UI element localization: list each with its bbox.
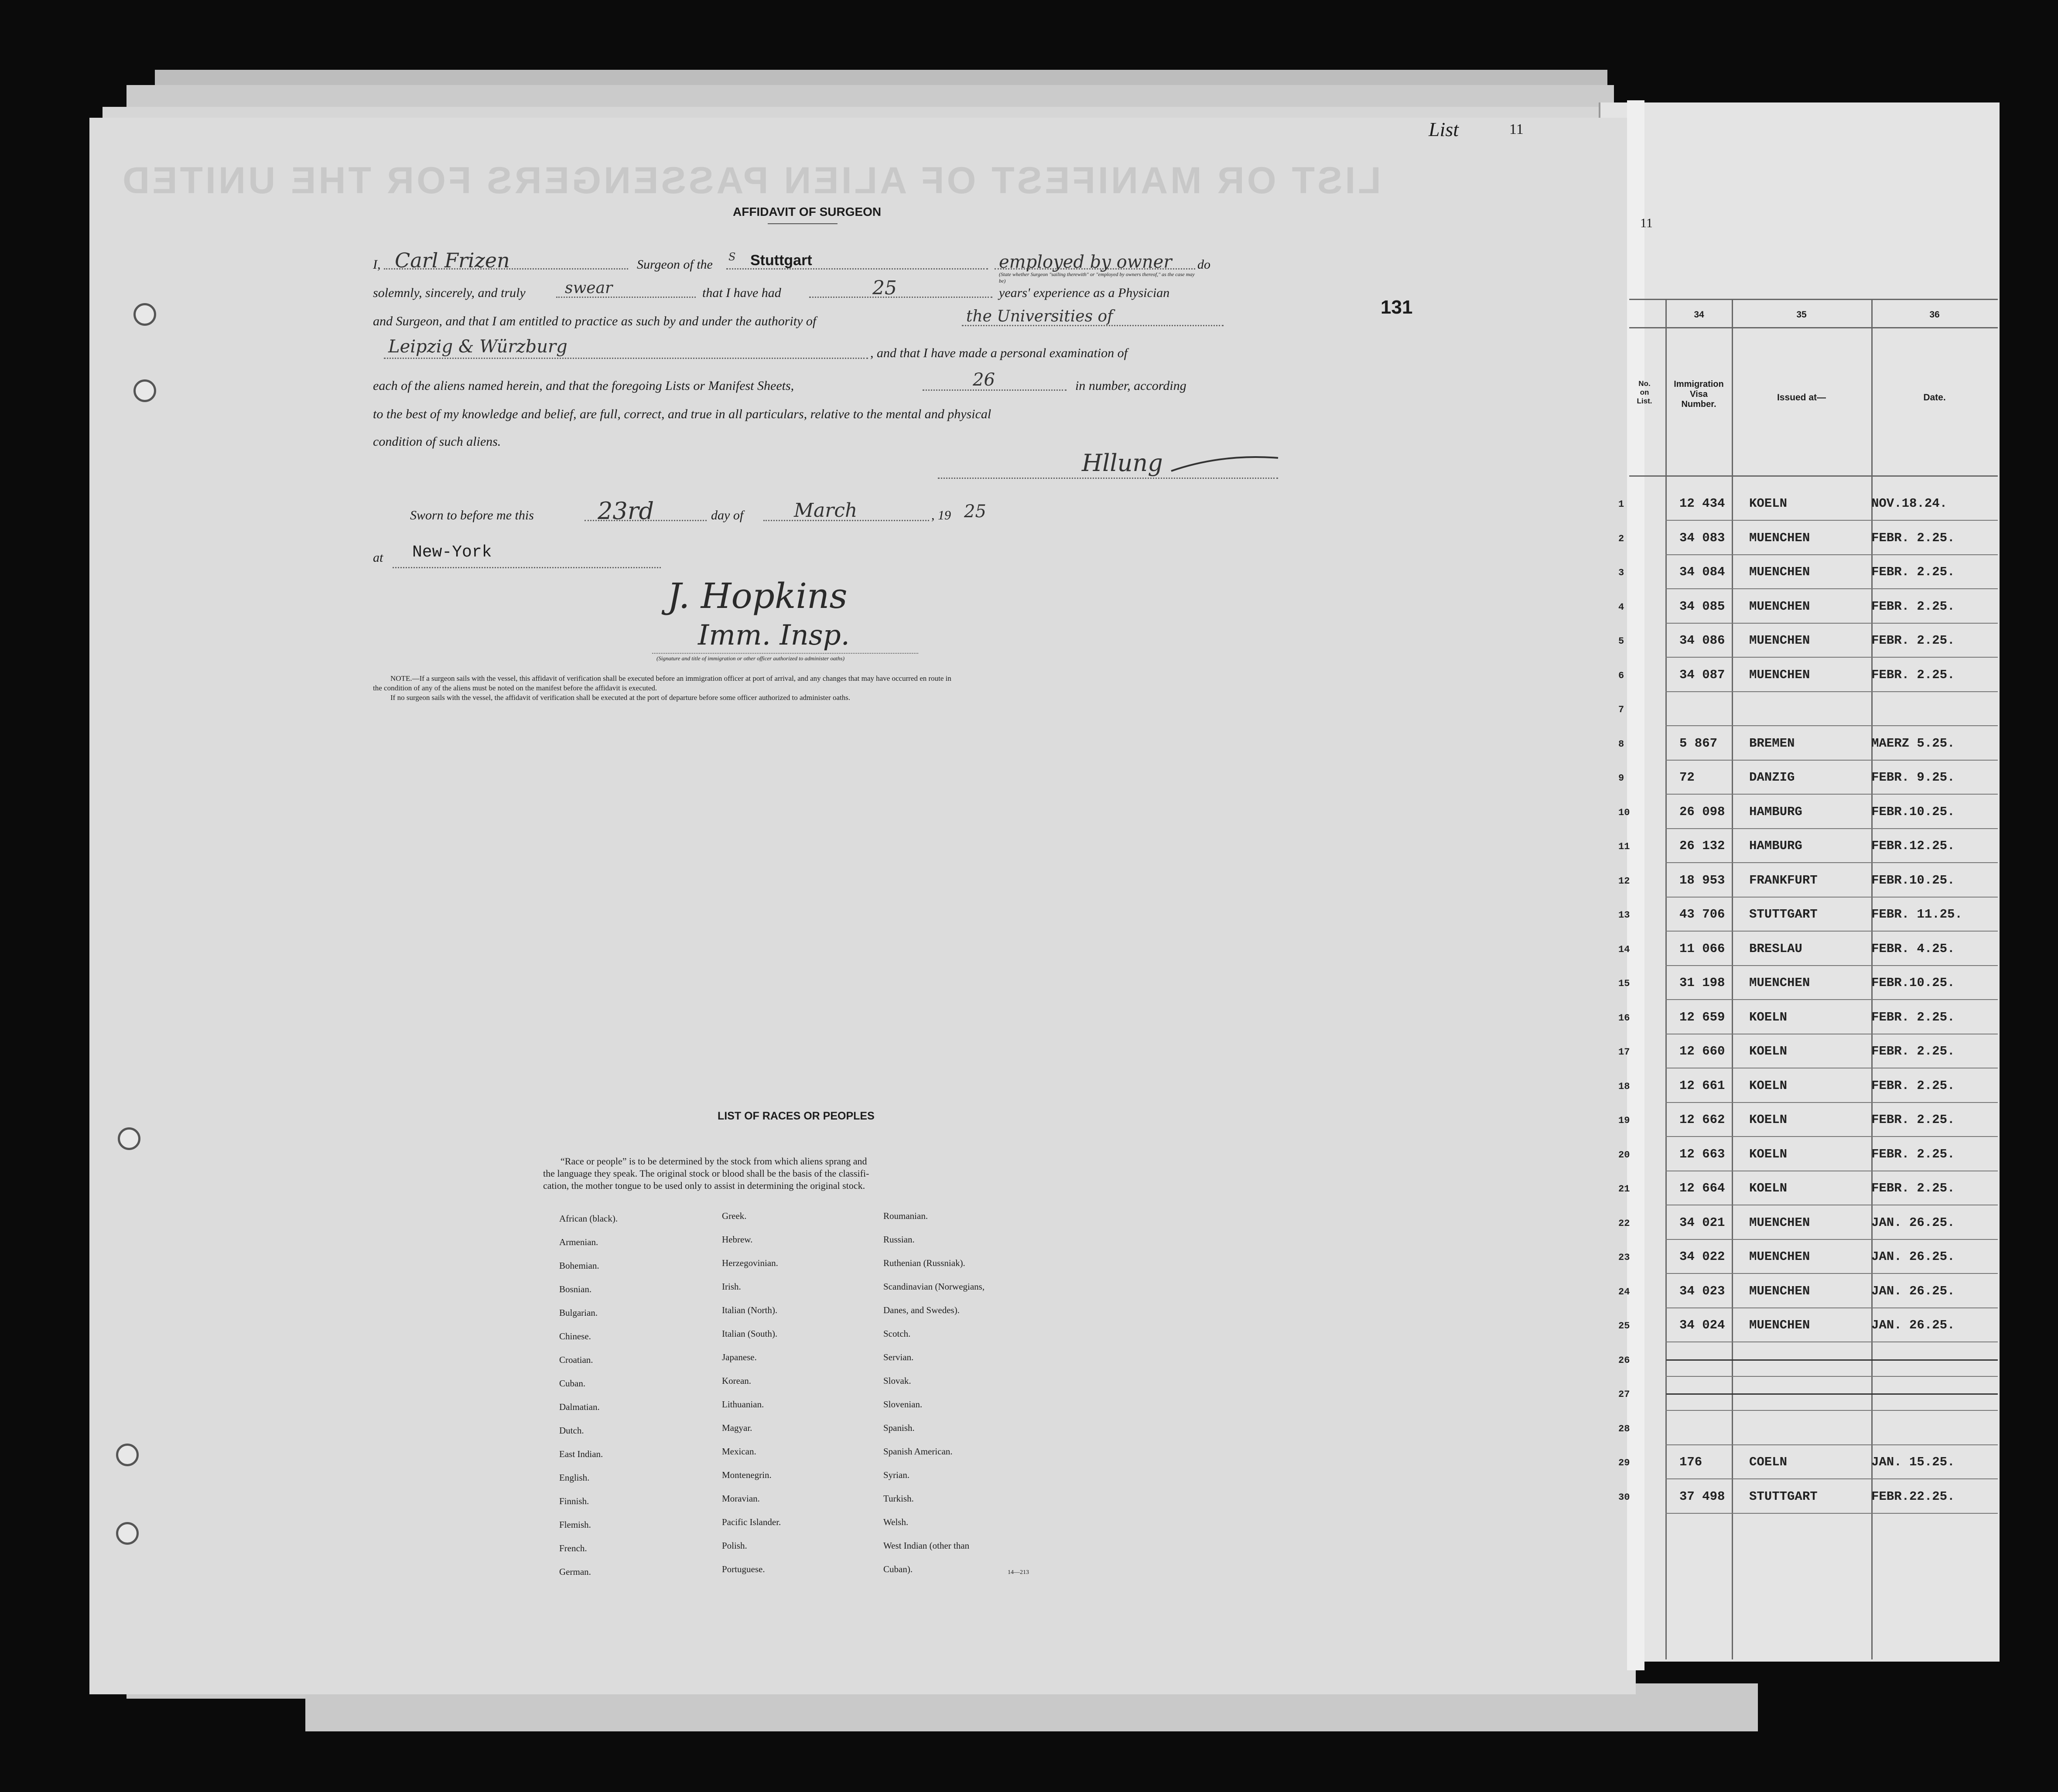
issue-date: FEBR. 4.25. — [1871, 941, 1955, 956]
row-number: 20 — [1618, 1149, 1630, 1161]
issue-date: FEBR. 9.25. — [1871, 770, 1955, 785]
issue-date: FEBR.10.25. — [1871, 873, 1955, 887]
visa-number: 12 662 — [1679, 1113, 1725, 1127]
sworn-year: 25 — [964, 502, 986, 522]
visa-number: 12 664 — [1679, 1181, 1725, 1195]
race-entry: Hebrew. — [722, 1234, 753, 1245]
race-entry: Armenian. — [559, 1237, 598, 1247]
sworn-text: day of — [711, 508, 744, 522]
issued-at: MUENCHEN — [1749, 565, 1810, 579]
affidavit-text: in number, according — [1075, 379, 1186, 393]
row-number: 13 — [1618, 910, 1630, 921]
row-rule — [1665, 897, 1998, 898]
issued-at: KOELN — [1749, 1078, 1788, 1093]
race-entry: Turkish. — [883, 1493, 914, 1504]
right-page-number: 11 — [1640, 216, 1653, 230]
row-rule — [1665, 760, 1998, 761]
visa-number: 34 086 — [1679, 633, 1725, 648]
officer-title: Imm. Insp. — [698, 619, 850, 652]
race-entry: Spanish American. — [883, 1446, 953, 1457]
issue-date: FEBR. 11.25. — [1871, 907, 1962, 922]
column-number: 35 — [1796, 310, 1807, 320]
sworn-text: , 19 — [931, 508, 951, 522]
authority-value-2: Leipzig & Würzburg — [388, 337, 567, 357]
visa-number: 11 066 — [1679, 941, 1725, 956]
issued-at: DANZIG — [1749, 770, 1795, 785]
sworn-month: March — [794, 499, 858, 522]
row-rule — [1665, 1273, 1998, 1274]
row-rule — [1665, 588, 1998, 589]
issue-date: MAERZ 5.25. — [1871, 736, 1955, 751]
note-text: If no surgeon sails with the vessel, the affidavit of verification shall be executed at the port of departure before some officer authorized to administer oaths. — [390, 693, 851, 702]
race-entry: Cuban). — [883, 1564, 913, 1574]
row-number: 8 — [1618, 738, 1624, 750]
issue-date: NOV.18.24. — [1871, 496, 1948, 511]
table-row — [1614, 1172, 1998, 1206]
header-issued-at: Issued at— — [1777, 393, 1826, 403]
race-entry: Spanish. — [883, 1423, 915, 1433]
row-number: 11 — [1618, 841, 1630, 852]
surgeon-capacity: employed by owner — [999, 252, 1172, 272]
row-number: 2 — [1618, 533, 1624, 544]
row-number: 7 — [1618, 704, 1624, 715]
issued-at: MUENCHEN — [1749, 599, 1810, 614]
issue-date: FEBR.12.25. — [1871, 839, 1955, 853]
issued-at: KOELN — [1749, 1147, 1788, 1161]
visa-number: 12 660 — [1679, 1044, 1725, 1058]
table-row — [1614, 864, 1998, 898]
row-number: 9 — [1618, 773, 1624, 784]
row-number: 25 — [1618, 1321, 1630, 1331]
place-line — [393, 567, 661, 568]
affidavit-text: I, — [373, 257, 381, 272]
issued-at: STUTTGART — [1749, 1489, 1818, 1504]
race-entry: Lithuanian. — [722, 1399, 764, 1410]
issue-date: FEBR. 2.25. — [1871, 1010, 1955, 1024]
sheet-number: 131 — [1381, 297, 1413, 318]
race-entry: Bulgarian. — [559, 1307, 598, 1318]
row-rule — [1665, 999, 1998, 1000]
races-column — [559, 1213, 618, 1590]
authority-value: the Universities of — [966, 307, 1113, 325]
table-row — [1614, 761, 1998, 795]
race-entry: Ruthenian (Russniak). — [883, 1258, 965, 1268]
row-rule — [1665, 657, 1998, 658]
table-row — [1614, 522, 1998, 556]
officer-caption: (Signature and title of immigration or other officer authorized to administer oaths) — [656, 655, 845, 662]
row-rule — [1665, 931, 1998, 932]
issue-date: FEBR. 2.25. — [1871, 530, 1955, 545]
race-entry: Irish. — [722, 1281, 741, 1292]
issued-at: FRANKFURT — [1749, 873, 1818, 887]
visa-number: 5 867 — [1679, 736, 1718, 751]
visa-number: 176 — [1679, 1455, 1702, 1469]
table-rule — [1629, 299, 1998, 300]
table-row — [1614, 1309, 1998, 1343]
table-row — [1614, 1481, 1998, 1515]
visa-number: 43 706 — [1679, 907, 1725, 922]
race-entry: Korean. — [722, 1376, 752, 1386]
issued-at: HAMBURG — [1749, 804, 1802, 819]
officer-line — [652, 653, 918, 654]
affidavit-text: that I have had — [702, 286, 781, 300]
issued-at: BREMEN — [1749, 736, 1795, 751]
race-entry: Polish. — [722, 1540, 747, 1551]
row-rule — [1665, 1444, 1998, 1445]
issued-at: MUENCHEN — [1749, 976, 1810, 990]
row-number: 10 — [1618, 807, 1630, 818]
visa-number: 12 663 — [1679, 1147, 1725, 1161]
affidavit-text: condition of such aliens. — [373, 434, 501, 449]
table-row — [1614, 1070, 1998, 1104]
visa-number: 31 198 — [1679, 976, 1725, 990]
race-entry: Pacific Islander. — [722, 1517, 781, 1527]
issued-at: KOELN — [1749, 1113, 1788, 1127]
issued-at: MUENCHEN — [1749, 1249, 1810, 1264]
row-number: 27 — [1618, 1389, 1630, 1400]
punch-hole — [133, 379, 156, 402]
visa-number: 34 023 — [1679, 1283, 1725, 1298]
visa-number: 12 661 — [1679, 1078, 1725, 1093]
visa-number: 12 659 — [1679, 1010, 1725, 1024]
table-row — [1614, 1275, 1998, 1309]
affidavit-text: each of the aliens named herein, and that the foregoing Lists or Manifest Sheets, — [373, 379, 794, 393]
issued-at: STUTTGART — [1749, 907, 1818, 922]
punch-hole — [118, 1127, 140, 1150]
table-row — [1614, 1035, 1998, 1069]
race-entry: Portuguese. — [722, 1564, 765, 1574]
issue-date: FEBR. 2.25. — [1871, 633, 1955, 648]
row-number: 28 — [1618, 1423, 1630, 1434]
oath-word: swear — [565, 279, 613, 297]
row-number: 21 — [1618, 1184, 1630, 1195]
column-number: 36 — [1929, 310, 1940, 320]
row-rule — [1665, 794, 1998, 795]
table-row — [1614, 1344, 1998, 1378]
years-value: 25 — [872, 277, 897, 299]
affidavit-text: Surgeon of the — [637, 257, 713, 272]
race-entry: Chinese. — [559, 1331, 591, 1341]
row-number: 26 — [1618, 1355, 1630, 1366]
place-value: New-York — [412, 543, 492, 562]
race-entry: East Indian. — [559, 1449, 603, 1459]
issued-at: HAMBURG — [1749, 839, 1802, 853]
issued-at: MUENCHEN — [1749, 667, 1810, 682]
row-number: 14 — [1618, 944, 1630, 955]
visa-number: 12 434 — [1679, 496, 1725, 511]
row-rule — [1665, 1239, 1998, 1240]
at-label: at — [373, 550, 383, 565]
race-entry: Syrian. — [883, 1470, 910, 1480]
punch-hole — [116, 1522, 139, 1545]
affidavit-text: to the best of my knowledge and belief, are full, correct, and true in all particulars, relative to the mental and physical — [373, 407, 991, 421]
race-entry: Roumanian. — [883, 1211, 928, 1221]
issue-date: FEBR. 2.25. — [1871, 599, 1955, 614]
issue-date: JAN. 15.25. — [1871, 1455, 1955, 1469]
strikethrough-line — [1666, 1359, 1998, 1361]
row-number: 18 — [1618, 1081, 1630, 1092]
races-column — [883, 1211, 985, 1587]
row-number: 3 — [1618, 567, 1624, 578]
officer-signature: J. Hopkins — [667, 576, 848, 616]
race-entry: Italian (South). — [722, 1328, 778, 1339]
races-column — [722, 1211, 781, 1587]
visa-number: 34 022 — [1679, 1249, 1725, 1264]
race-entry: Montenegrin. — [722, 1470, 772, 1480]
race-entry: Herzegovinian. — [722, 1258, 778, 1268]
row-number: 6 — [1618, 670, 1624, 681]
row-number: 4 — [1618, 601, 1624, 613]
punch-hole — [116, 1444, 139, 1466]
table-row — [1614, 659, 1998, 693]
table-row — [1614, 1446, 1998, 1480]
list-number: 11 — [1509, 121, 1524, 137]
sheets-value: 26 — [973, 370, 995, 390]
surgeon-signature: Hllung — [1082, 449, 1163, 477]
issue-date: FEBR. 2.25. — [1871, 565, 1955, 579]
table-row — [1614, 1412, 1998, 1446]
sworn-text: Sworn to before me this — [410, 508, 534, 522]
row-rule — [1665, 965, 1998, 966]
race-entry: Cuban. — [559, 1378, 586, 1389]
races-intro: “Race or people” is to be determined by the stock from which aliens sprang and — [561, 1156, 867, 1167]
affidavit-text: years' experience as a Physician — [999, 286, 1170, 300]
row-rule — [1665, 1341, 1998, 1342]
row-number: 17 — [1618, 1047, 1630, 1058]
affidavit-text: and Surgeon, and that I am entitled to practice as such by and under the authority of — [373, 314, 817, 328]
table-row — [1614, 625, 1998, 659]
table-row — [1614, 591, 1998, 625]
table-row — [1614, 1207, 1998, 1241]
visa-number: 72 — [1679, 770, 1695, 785]
race-entry: English. — [559, 1472, 590, 1483]
race-entry: Scotch. — [883, 1328, 911, 1339]
table-row — [1614, 693, 1998, 727]
affidavit-title: AFFIDAVIT OF SURGEON — [733, 205, 882, 218]
row-rule — [1665, 1478, 1998, 1479]
race-entry: Greek. — [722, 1211, 747, 1221]
race-entry: Croatian. — [559, 1355, 593, 1365]
row-number: 30 — [1618, 1492, 1630, 1503]
affidavit-page — [89, 118, 1636, 1694]
authority-line-2 — [384, 358, 868, 359]
visa-number: 34 021 — [1679, 1215, 1725, 1230]
note-text: the condition of any of the aliens must be noted on the manifest before the affidavit is executed. — [373, 684, 657, 692]
issued-at: BRESLAU — [1749, 941, 1802, 956]
column-number: 34 — [1694, 310, 1704, 320]
affidavit-text: solemnly, sincerely, and truly — [373, 286, 526, 300]
row-rule — [1665, 1136, 1998, 1137]
issue-date: JAN. 26.25. — [1871, 1283, 1955, 1298]
races-intro: cation, the mother tongue to be used only to assist in determining the original stock. — [543, 1180, 865, 1191]
visa-number: 34 024 — [1679, 1318, 1725, 1332]
row-rule — [1665, 1376, 1998, 1377]
visa-number: 34 083 — [1679, 530, 1725, 545]
row-rule — [1665, 554, 1998, 555]
issue-date: JAN. 26.25. — [1871, 1318, 1955, 1332]
race-entry: French. — [559, 1543, 587, 1553]
visa-number: 26 132 — [1679, 839, 1725, 853]
row-number: 29 — [1618, 1457, 1630, 1468]
issue-date: JAN. 26.25. — [1871, 1249, 1955, 1264]
race-entry: German. — [559, 1567, 591, 1577]
row-number: 12 — [1618, 875, 1630, 887]
header-date: Date. — [1923, 393, 1946, 403]
table-row — [1614, 933, 1998, 967]
race-entry: Bosnian. — [559, 1284, 592, 1294]
issued-at: KOELN — [1749, 1044, 1788, 1058]
table-row — [1614, 830, 1998, 864]
table-row — [1614, 898, 1998, 932]
race-entry: Bohemian. — [559, 1260, 599, 1271]
race-entry: Danes, and Swedes). — [883, 1305, 960, 1315]
row-number: 24 — [1618, 1286, 1630, 1297]
visa-number: 37 498 — [1679, 1489, 1725, 1504]
table-row — [1614, 1001, 1998, 1035]
table-row — [1614, 488, 1998, 522]
signature-flourish — [1169, 451, 1282, 478]
visa-number: 26 098 — [1679, 804, 1725, 819]
affidavit-text: do — [1197, 257, 1210, 272]
row-rule — [1665, 520, 1998, 521]
table-rule — [1629, 327, 1998, 328]
strikethrough-line — [1666, 1393, 1998, 1395]
issued-at: MUENCHEN — [1749, 1318, 1810, 1332]
visa-number: 18 953 — [1679, 873, 1725, 887]
race-entry: Dutch. — [559, 1425, 584, 1436]
header-visa-number: Immigration Visa Number. — [1674, 379, 1724, 409]
table-row — [1614, 1104, 1998, 1138]
race-entry: Scandinavian (Norwegians, — [883, 1281, 985, 1292]
race-entry: Russian. — [883, 1234, 915, 1245]
issue-date: FEBR. 2.25. — [1871, 667, 1955, 682]
row-number: 1 — [1618, 499, 1624, 510]
table-rule — [1629, 475, 1998, 477]
race-entry: West Indian (other than — [883, 1540, 970, 1551]
issue-date: FEBR.10.25. — [1871, 804, 1955, 819]
issued-at: COELN — [1749, 1455, 1788, 1469]
visa-number: 34 087 — [1679, 667, 1725, 682]
row-number: 22 — [1618, 1218, 1630, 1229]
row-number: 15 — [1618, 978, 1630, 989]
list-label: List — [1429, 118, 1459, 140]
table-row — [1614, 556, 1998, 590]
issue-date: JAN. 26.25. — [1871, 1215, 1955, 1230]
row-rule — [1665, 725, 1998, 726]
sworn-day: 23rd — [598, 497, 654, 525]
row-rule — [1665, 691, 1998, 692]
table-row — [1614, 967, 1998, 1001]
issued-at: KOELN — [1749, 496, 1788, 511]
race-entry: Flemish. — [559, 1519, 591, 1530]
row-rule — [1665, 623, 1998, 624]
race-entry: Italian (North). — [722, 1305, 778, 1315]
visa-number: 34 084 — [1679, 565, 1725, 579]
table-row — [1614, 727, 1998, 761]
title-rule — [768, 223, 838, 224]
issue-date: FEBR.22.25. — [1871, 1489, 1955, 1504]
row-rule — [1665, 828, 1998, 829]
races-title: LIST OF RACES OR PEOPLES — [718, 1110, 875, 1122]
race-entry: Mexican. — [722, 1446, 756, 1457]
issue-date: FEBR. 2.25. — [1871, 1113, 1955, 1127]
row-number: 16 — [1618, 1012, 1630, 1024]
row-rule — [1665, 1102, 1998, 1103]
affidavit-text: , and that I have made a personal examination of — [870, 346, 1128, 360]
race-entry: Japanese. — [722, 1352, 757, 1362]
row-rule — [1665, 1513, 1998, 1514]
issue-date: FEBR.10.25. — [1871, 976, 1955, 990]
signature-line — [938, 478, 1278, 479]
issued-at: MUENCHEN — [1749, 1283, 1810, 1298]
issued-at: MUENCHEN — [1749, 530, 1810, 545]
issued-at: KOELN — [1749, 1181, 1788, 1195]
table-row — [1614, 1241, 1998, 1275]
race-entry: Dalmatian. — [559, 1402, 600, 1412]
vessel-prefix: S — [728, 251, 736, 263]
note-text: NOTE.—If a surgeon sails with the vessel, this affidavit of verification shall be executed before an immigration officer at port of arrival, and any changes that may have occurred en route in — [390, 674, 951, 683]
form-number: 14—213 — [1008, 1569, 1029, 1576]
race-entry: Slovak. — [883, 1376, 911, 1386]
punch-hole — [133, 303, 156, 326]
years-line — [809, 297, 992, 298]
row-number: 23 — [1618, 1252, 1630, 1263]
table-row — [1614, 1138, 1998, 1172]
issue-date: FEBR. 2.25. — [1871, 1147, 1955, 1161]
surgeon-name: Carl Frizen — [395, 249, 510, 272]
issued-at: MUENCHEN — [1749, 633, 1810, 648]
row-rule — [1665, 1307, 1998, 1308]
issued-at: KOELN — [1749, 1010, 1788, 1024]
race-entry: African (black). — [559, 1213, 618, 1224]
table-row — [1614, 796, 1998, 830]
race-entry: Magyar. — [722, 1423, 752, 1433]
faded-title: LIST OR MANIFEST OF ALIEN PASSENGERS FOR THE UNITED — [120, 160, 1381, 201]
issue-date: FEBR. 2.25. — [1871, 1181, 1955, 1195]
issued-at: MUENCHEN — [1749, 1215, 1810, 1230]
race-entry: Slovenian. — [883, 1399, 923, 1410]
table-row — [1614, 1378, 1998, 1412]
issue-date: FEBR. 2.25. — [1871, 1044, 1955, 1058]
races-intro: the language they speak. The original stock or blood shall be the basis of the classifi- — [543, 1168, 869, 1179]
race-entry: Finnish. — [559, 1496, 589, 1506]
issue-date: FEBR. 2.25. — [1871, 1078, 1955, 1093]
row-rule — [1665, 1410, 1998, 1411]
row-rule — [1665, 862, 1998, 863]
race-entry: Moravian. — [722, 1493, 760, 1504]
row-number: 19 — [1618, 1115, 1630, 1126]
row-number: 5 — [1618, 636, 1624, 647]
vessel-name: Stuttgart — [750, 252, 812, 269]
race-entry: Welsh. — [883, 1517, 909, 1527]
visa-number: 34 085 — [1679, 599, 1725, 614]
race-entry: Servian. — [883, 1352, 914, 1362]
header-no-on-list: No. on List. — [1637, 379, 1652, 405]
capacity-note: (State whether Surgeon "sailing therewith" or "employed by owners thereof," as the case may be) — [999, 271, 1195, 284]
